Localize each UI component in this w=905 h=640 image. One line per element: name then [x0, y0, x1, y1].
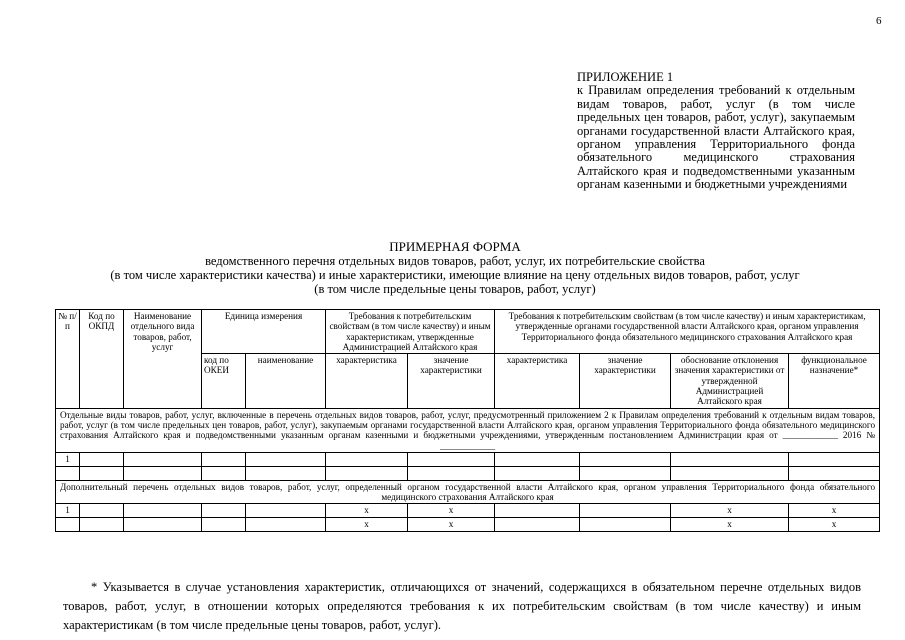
header-value-2: значение характеристики	[580, 354, 671, 408]
table-cell	[246, 466, 326, 480]
x-mark: x	[671, 504, 789, 518]
table-cell	[124, 504, 202, 518]
section2-text: Дополнительный перечень отдельных видов товаров, работ, услуг, определенный органом государственной власти Алтайского края, органом управления Территориального фонда обязательного медицинского страхования Алтайского края	[56, 480, 880, 504]
table-cell	[495, 452, 580, 466]
header-unit-name: наименование	[246, 354, 326, 408]
table-cell	[80, 518, 124, 532]
section1-data-row	[56, 466, 880, 480]
section2-row	[56, 480, 880, 504]
section1-data-row	[56, 452, 880, 466]
table-cell	[495, 518, 580, 532]
section2-data-row	[56, 518, 880, 532]
header-row-top	[56, 310, 880, 354]
table-cell	[580, 518, 671, 532]
header-unit: Единица измерения	[202, 310, 326, 354]
header-value-1: значение характеристики	[408, 354, 495, 408]
x-mark: x	[408, 518, 495, 532]
header-characteristic-1: характеристика	[326, 354, 408, 408]
header-okei: код по ОКЕИ	[202, 354, 246, 408]
table-cell	[202, 466, 246, 480]
appendix-text: к Правилам определения требований к отдельным видам товаров, работ, услуг (в том числе предельных цен товаров, работ, услуг), закупаемым органами государственной власти Алтайского края, органом управления Территориального фонда обязательного медицинского страхования Алтайского края и подведомственными указанным органам казенными и бюджетными учреждениями	[577, 83, 855, 192]
table-cell	[495, 466, 580, 480]
x-mark: x	[326, 504, 408, 518]
x-mark: x	[789, 504, 880, 518]
table-cell	[326, 452, 408, 466]
table-cell	[56, 518, 80, 532]
table-cell	[124, 452, 202, 466]
table-cell	[580, 452, 671, 466]
table-cell	[408, 452, 495, 466]
section2-data-row	[56, 504, 880, 518]
form-heading	[40, 240, 870, 296]
table-cell	[246, 504, 326, 518]
form-subtitle-line1: ведомственного перечня отдельных видов товаров, работ, услуг, их потребительские свойства	[205, 254, 705, 268]
x-mark: x	[789, 518, 880, 532]
table-cell	[789, 452, 880, 466]
form-subtitle-line2: (в том числе характеристики качества) и иные характеристики, имеющие влияние на цену отдельных видов товаров, работ, услуг	[110, 268, 800, 282]
table-cell	[56, 466, 80, 480]
form-title: ПРИМЕРНАЯ ФОРМА	[389, 239, 521, 254]
table-cell	[202, 504, 246, 518]
table-cell	[246, 518, 326, 532]
section1-row	[56, 408, 880, 452]
table-cell	[495, 504, 580, 518]
table-cell	[580, 466, 671, 480]
table-cell	[202, 452, 246, 466]
appendix-title: ПРИЛОЖЕНИЕ 1	[577, 70, 674, 84]
appendix-block	[577, 71, 855, 192]
page-number: 6	[876, 15, 882, 27]
table-cell	[124, 518, 202, 532]
table-cell	[246, 452, 326, 466]
form-subtitle-line3: (в том числе предельные цены товаров, работ, услуг)	[314, 282, 596, 296]
section1-text: Отдельные виды товаров, работ, услуг, включенные в перечень отдельных видов товаров, работ, услуг, предусмотренный приложением 2 к Правилам определения требований к отдельным видам товаров, работ, услуг (в том числе предельных цен товаров, работ, услуг), закупаемым органами государственной власти Алтайского края, органом управления Территориального фонда обязательного медицинского страхования Алтайского края и подведомственными указанным органам казенными и бюджетными учреждениями, утвержденным постановлением Администрации края от ____________ 2016 № ____________	[56, 408, 880, 452]
header-req-admin: Требования к потребительским свойствам (в том числе качеству) и иным характеристикам, утвержденные Администрацией Алтайского края	[326, 310, 495, 354]
table-cell	[671, 466, 789, 480]
table-cell	[326, 466, 408, 480]
x-mark: x	[408, 504, 495, 518]
table-cell	[202, 518, 246, 532]
row-number: 1	[56, 504, 80, 518]
header-num: № п/п	[56, 310, 80, 409]
footnote: * Указывается в случае установления характеристик, отличающихся от значений, содержащихся в обязательном перечне отдельных видов товаров, работ, услуг, в отношении которых определяются требования к их потребительским свойствам (в том числе качеству) и иным характеристикам (в том числе предельные цены товаров, работ, услуг).	[63, 580, 861, 632]
header-req-gov: Требования к потребительским свойствам (в том числе качеству) и иным характеристикам, утвержденные органами государственной власти Алтайского края, органом управления Территориального фонда обязательного медицинского страхования Алтайского края	[495, 310, 880, 354]
table-cell	[80, 504, 124, 518]
header-purpose: функциональное назначение*	[789, 354, 880, 408]
table-cell	[580, 504, 671, 518]
x-mark: x	[326, 518, 408, 532]
table-cell	[671, 452, 789, 466]
row-number: 1	[56, 452, 80, 466]
x-mark: x	[671, 518, 789, 532]
header-justification: обоснование отклонения значения характеристики от утвержденной Администрацией Алтайского края	[671, 354, 789, 408]
table-cell	[80, 452, 124, 466]
header-okpd: Код по ОКПД	[80, 310, 124, 409]
header-characteristic-2: характеристика	[495, 354, 580, 408]
form-table	[55, 309, 880, 532]
table-cell	[80, 466, 124, 480]
table-cell	[408, 466, 495, 480]
table-cell	[124, 466, 202, 480]
header-item-name: Наименование отдельного вида товаров, работ, услуг	[124, 310, 202, 409]
table-cell	[789, 466, 880, 480]
